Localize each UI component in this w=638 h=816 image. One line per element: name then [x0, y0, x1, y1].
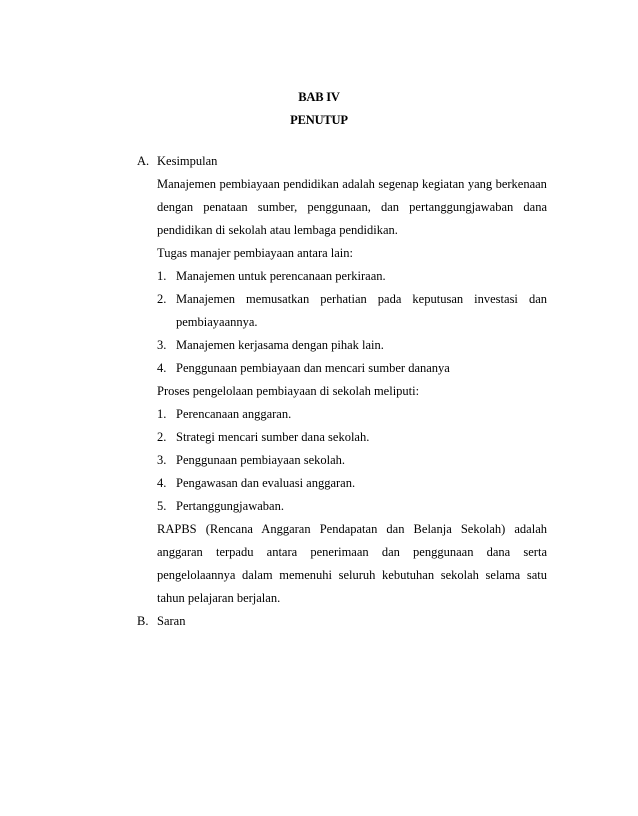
task-4-number: 4.	[157, 361, 167, 375]
process-1-text: Perencanaan anggaran.	[176, 407, 292, 421]
process-3-number: 3.	[157, 453, 167, 467]
rapbs-line-3: pengelolaannya dalam memenuhi seluruh kebutuhan sekolah selama satu	[157, 568, 547, 582]
chapter-title: PENUTUP	[290, 113, 348, 127]
para1-word: berkenaan	[495, 177, 547, 191]
process-2-number: 2.	[157, 430, 167, 444]
para1-word: pembiayaan	[219, 177, 280, 191]
tasks-intro: Tugas manajer pembiayaan antara lain:	[157, 246, 353, 260]
process-5-number: 5.	[157, 499, 167, 513]
task-2-text-line-2: pembiayaannya.	[176, 315, 258, 329]
task-4-text: Penggunaan pembiayaan dan mencari sumber dananya	[176, 361, 450, 375]
rapbs-line-2: anggaran terpadu antara penerimaan dan penggunaan dana serta	[157, 545, 547, 559]
process-1-number: 1.	[157, 407, 167, 421]
section-a-marker: A.	[137, 154, 150, 168]
task-2-number: 2.	[157, 292, 167, 306]
para1-word: yang	[467, 177, 493, 191]
rapbs-line-4: tahun pelajaran berjalan.	[157, 591, 281, 605]
para1-word: Manajemen	[157, 177, 217, 191]
para1-line-1	[157, 176, 547, 192]
para1-word: kegiatan	[422, 177, 465, 191]
task-3-number: 3.	[157, 338, 167, 352]
process-5-text: Pertanggungjawaban.	[176, 499, 284, 513]
section-b-label: Saran	[157, 614, 186, 628]
task-2-text-line-1: Manajemen memusatkan perhatian pada keputusan investasi dan	[176, 292, 547, 306]
chapter-heading: BAB IV	[298, 90, 340, 104]
task-1-text: Manajemen untuk perencanaan perkiraan.	[176, 269, 386, 283]
process-4-text: Pengawasan dan evaluasi anggaran.	[176, 476, 356, 490]
para1-word: pendidikan	[283, 177, 339, 191]
task-3-text: Manajemen kerjasama dengan pihak lain.	[176, 338, 384, 352]
para1-word: adalah	[342, 177, 375, 191]
para1-line-3: pendidikan di sekolah atau lembaga pendidikan.	[157, 223, 398, 237]
rapbs-line-1: RAPBS (Rencana Anggaran Pendapatan dan Belanja Sekolah) adalah	[157, 522, 547, 536]
task-1-number: 1.	[157, 269, 167, 283]
process-3-text: Penggunaan pembiayaan sekolah.	[176, 453, 346, 467]
process-4-number: 4.	[157, 476, 167, 490]
process-intro: Proses pengelolaan pembiayaan di sekolah meliputi:	[157, 384, 420, 398]
para1-word: segenap	[378, 177, 419, 191]
para1-line-2: dengan penataan sumber, penggunaan, dan pertanggungjawaban dana	[157, 200, 547, 214]
section-a-label: Kesimpulan	[157, 154, 218, 168]
section-b-marker: B.	[137, 614, 149, 628]
process-2-text: Strategi mencari sumber dana sekolah.	[176, 430, 370, 444]
